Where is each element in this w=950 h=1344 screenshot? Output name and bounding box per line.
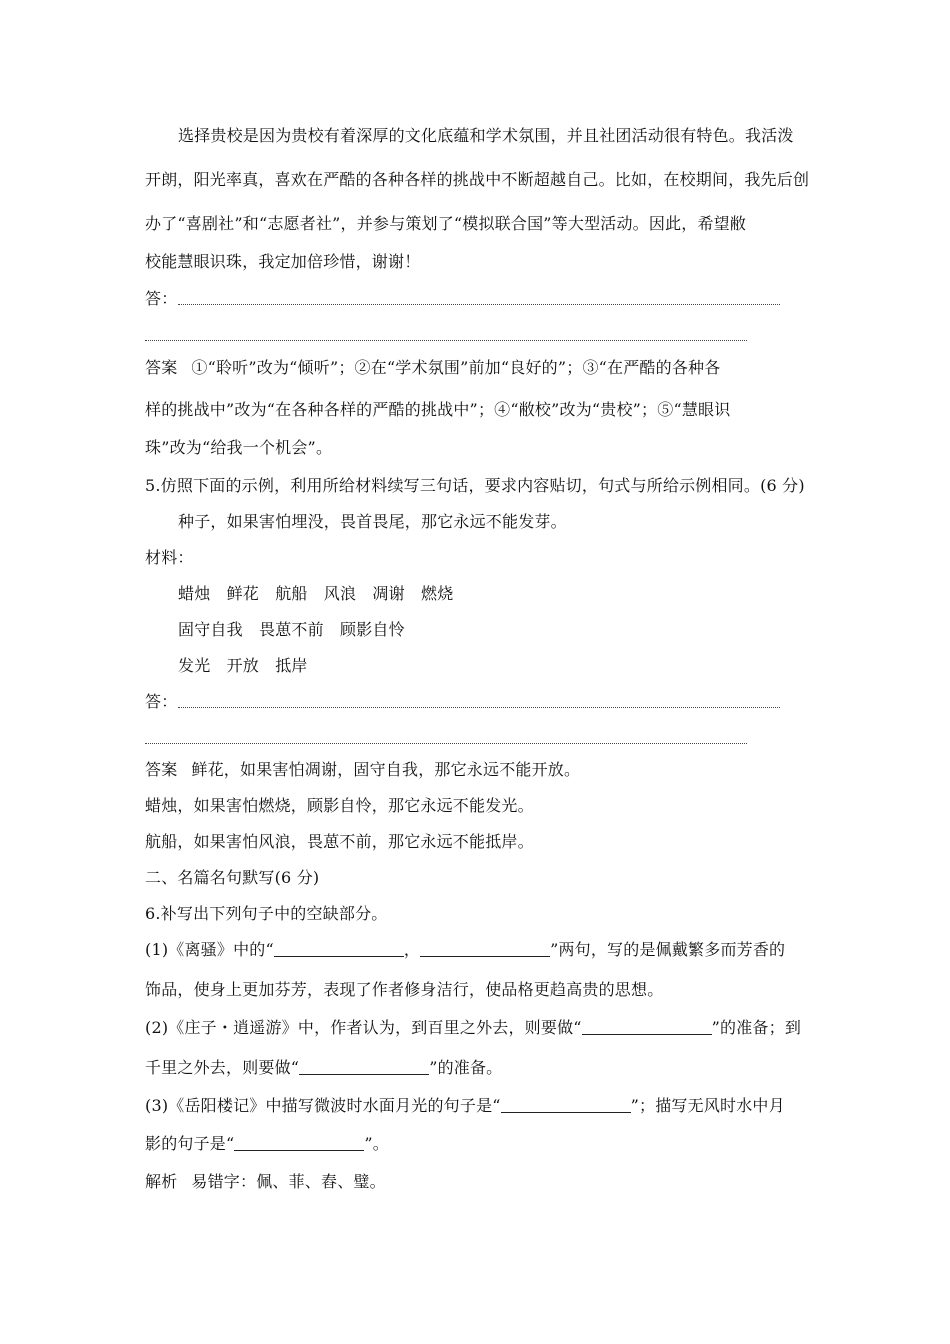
analysis-text: 易错字：佩、菲、舂、璧。	[191, 1172, 386, 1191]
blank-input-4[interactable]	[299, 1060, 429, 1075]
q6-item1-comma: ，	[403, 940, 421, 959]
paragraph-line-1: 选择贵校是因为贵校有着深厚的文化底蕴和学术氛围，并且社团活动很有特色。我活泼	[178, 126, 794, 145]
q6-item1-text-a: (1)《离骚》中的“	[145, 940, 274, 959]
q5-answer-label: 答案	[145, 760, 178, 779]
q6-item1-text-b: ”两句，写的是佩戴繁多而芳香的	[550, 940, 786, 959]
blank-input-6[interactable]	[234, 1136, 364, 1151]
q6-item1-line2: 饰品，使身上更加芬芳，表现了作者修身洁行，使品格更趋高贵的思想。	[145, 980, 664, 999]
answer-fill-line-2b[interactable]	[145, 743, 747, 744]
q4-answer-line-1	[145, 358, 720, 378]
q6-item3-line1	[145, 1096, 785, 1116]
q6-item3-text-b: ”；描写无风时水中月	[630, 1096, 785, 1115]
q6-item2-line2	[145, 1058, 502, 1078]
q6-item2-line1	[145, 1018, 801, 1038]
q4-answer-text-1: ①“聆听”改为“倾听”；②在“学术氛围”前加“良好的”；③“在严酷的各种各	[191, 358, 721, 377]
blank-input-5[interactable]	[501, 1098, 631, 1113]
blank-input-3[interactable]	[582, 1020, 712, 1035]
q5-prompt: 5.仿照下面的示例，利用所给材料续写三句话，要求内容贴切，句式与所给示例相同。(6 分)	[145, 476, 805, 495]
q6-item1-line1	[145, 940, 785, 960]
q6-item2-text-c: 千里之外去，则要做“	[145, 1058, 300, 1077]
answer-fill-line-2a[interactable]	[178, 707, 780, 708]
q6-item3-line2	[145, 1134, 389, 1154]
q5-answer-line-1	[145, 760, 580, 780]
q5-answer-2: 蜡烛，如果害怕燃烧，顾影自怜，那它永远不能发光。	[145, 796, 534, 815]
q6-item2-text-a: (2)《庄子・逍遥游》中，作者认为，到百里之外去，则要做“	[145, 1018, 582, 1037]
q5-material-2: 固守自我 畏葸不前 顾影自怜	[178, 620, 405, 639]
paragraph-line-2: 开朗，阳光率真，喜欢在严酷的各种各样的挑战中不断超越自己。比如，在校期间，我先后创	[145, 170, 810, 189]
answer-fill-line-1b[interactable]	[145, 340, 747, 341]
q5-answer-3: 航船，如果害怕风浪，畏葸不前，那它永远不能抵岸。	[145, 832, 534, 851]
q6-item2-text-b: ”的准备；到	[711, 1018, 802, 1037]
answer-fill-line-1a[interactable]	[178, 304, 780, 305]
paragraph-line-4: 校能慧眼识珠，我定加倍珍惜，谢谢！	[145, 252, 421, 271]
q6-item2-text-d: ”的准备。	[429, 1058, 503, 1077]
blank-input-2[interactable]	[420, 942, 550, 957]
q5-example: 种子，如果害怕埋没，畏首畏尾，那它永远不能发芽。	[178, 512, 567, 531]
q5-material-1: 蜡烛 鲜花 航船 风浪 凋谢 燃烧	[178, 584, 454, 603]
answer-label-1: 答：	[145, 289, 178, 308]
q6-prompt: 6.补写出下列句子中的空缺部分。	[145, 904, 388, 923]
answer-label-2: 答：	[145, 692, 178, 711]
q4-answer-label: 答案	[145, 358, 178, 377]
q4-answer-line-2: 样的挑战中”改为“在各种各样的严酷的挑战中”；④“敝校”改为“贵校”；⑤“慧眼识	[145, 400, 731, 419]
q4-answer-line-3: 珠”改为“给我一个机会”。	[145, 438, 333, 457]
q6-item3-text-a: (3)《岳阳楼记》中描写微波时水面月光的句子是“	[145, 1096, 501, 1115]
analysis-label: 解析	[145, 1172, 178, 1191]
q5-material-3: 发光 开放 抵岸	[178, 656, 308, 675]
q6-item3-text-c: 影的句子是“	[145, 1134, 235, 1153]
blank-input-1[interactable]	[274, 942, 404, 957]
q5-material-label: 材料：	[145, 548, 194, 567]
section2-heading: 二、名篇名句默写(6 分)	[145, 868, 320, 887]
analysis-line	[145, 1172, 386, 1192]
paragraph-line-3: 办了“喜剧社”和“志愿者社”，并参与策划了“模拟联合国”等大型活动。因此，希望敝	[145, 214, 747, 233]
q6-item3-text-d: ”。	[364, 1134, 389, 1153]
q5-answer-1: 鲜花，如果害怕凋谢，固守自我，那它永远不能开放。	[191, 760, 581, 779]
